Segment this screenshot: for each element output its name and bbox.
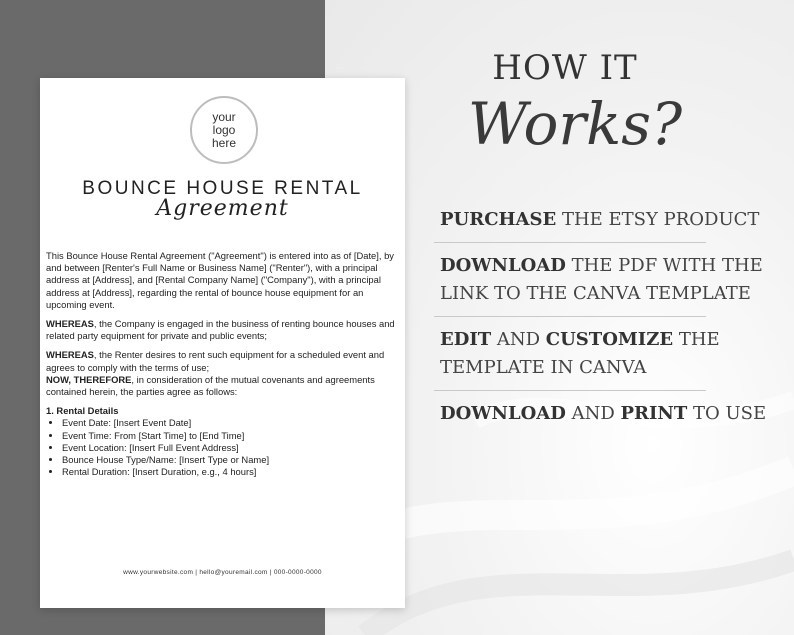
now-therefore-paragraph [46,374,396,398]
list-item: • Event Time: From [Start Time] to [End Time] [62,430,396,442]
list-item: • Event Date: [Insert Event Date] [62,417,396,429]
whereas-paragraph-2 [46,349,396,373]
divider [434,242,706,243]
whereas-text-1: , the Company is engaged in the business of renting bounce houses and related party equipment for private and public events; [46,318,395,342]
list-item: • Bounce House Type/Name: [Insert Type or Name] [62,454,396,466]
how-it-heading: HOW IT [492,48,638,88]
document-subtitle: Agreement [156,196,289,221]
step-keyword: DOWNLOAD [440,255,566,276]
list-item: • Event Location: [Insert Full Event Address] [62,442,396,454]
divider [434,316,706,317]
step-purchase [440,206,780,234]
step-keyword: DOWNLOAD [440,403,566,424]
logo-text: your logo here [211,109,237,150]
rental-details-list [46,417,396,478]
document-title: BOUNCE HOUSE RENTAL [82,178,363,199]
whereas-text-2: , the Renter desires to rent such equipment for a scheduled event and agrees to comply with the terms of use; [46,349,385,373]
whereas-paragraph-1 [46,318,396,342]
step-keyword: PURCHASE [440,209,557,230]
document-footer: www.yourwebsite.com | hello@youremail.com | 000-0000-0000 [123,569,322,576]
step-download-pdf [440,252,780,308]
document-body [46,250,396,478]
list-item: • Rental Duration: [Insert Duration, e.g., 4 hours] [62,466,396,478]
step-text: THE PDF WITH THE LINK TO THE CANVA TEMPLATE [440,255,763,304]
steps-list [440,206,780,428]
agreement-document-preview [40,78,405,608]
step-edit-customize [440,326,780,382]
step-keyword: CUSTOMIZE [545,329,674,350]
step-text: AND [565,403,621,424]
works-heading: Works? [467,90,683,158]
intro-paragraph: This Bounce House Rental Agreement ("Agreement") is entered into as of [Date], by and between [Renter's Full Name or Business Name] ("Renter"), with a principal address at [Address], and [Rental Company Name] ("Company"), with a principal address at [Address], regarding the rental of bounce house equipment for an upcoming event. [46,250,394,310]
now-therefore-label: NOW, THEREFORE [46,373,132,385]
step-text: TO USE [687,403,767,424]
step-text: AND [491,329,546,350]
now-therefore-text: , in consideration of the mutual covenants and agreements contained herein, the parties agree as follows: [46,373,375,398]
step-keyword: PRINT [620,403,688,424]
logo-placeholder [190,96,258,164]
divider [434,390,706,391]
step-download-print [440,400,780,428]
whereas-label-2: WHEREAS [46,349,94,361]
step-keyword: EDIT [440,329,492,350]
step-text: THE ETSY PRODUCT [556,209,760,230]
section-title-rental-details: 1. Rental Details [46,405,119,417]
step-text: THE TEMPLATE IN CANVA [440,329,720,378]
whereas-label-1: WHEREAS [46,318,94,330]
